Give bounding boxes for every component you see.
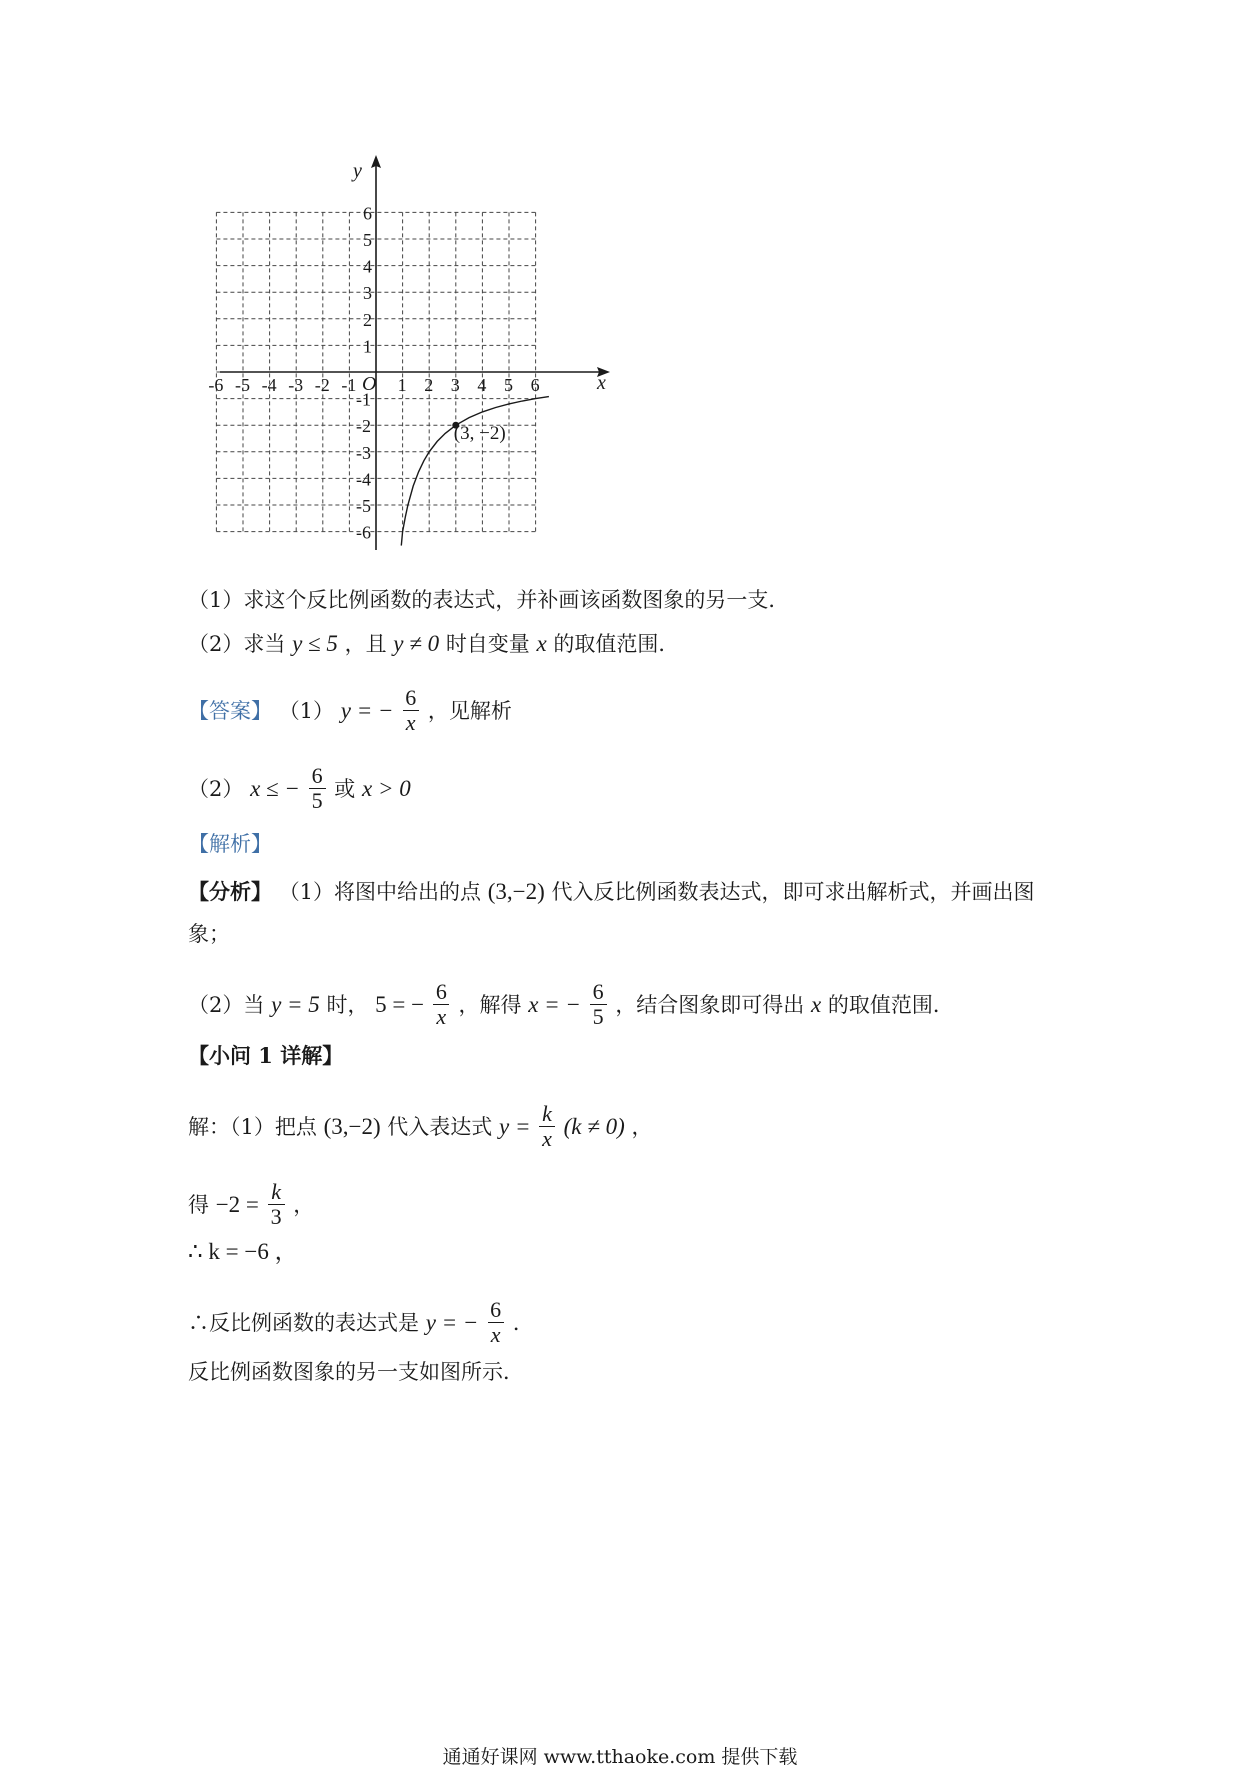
footer-source: 通通好课网 www.tthaoke.com 提供下载: [442, 1746, 798, 1768]
fenxi-2-math-4: x: [811, 991, 822, 1017]
detail-2-end: ，: [293, 1192, 315, 1217]
answer-2: [188, 764, 411, 813]
x-tick-label: -1: [341, 375, 357, 395]
x-tick-label: 3: [450, 375, 460, 395]
detail-3-text: ∴ k = −6 ，: [188, 1238, 298, 1264]
fenxi-2-fraction-2: [590, 980, 607, 1029]
question-2-math-1: y ≤ 5: [292, 630, 338, 656]
y-tick-label: 5: [363, 230, 372, 250]
detail-step-4: [188, 1298, 534, 1347]
fenxi-line-2: [188, 980, 954, 1029]
answer-1-lhs: y = −: [340, 697, 394, 723]
fenxi-2-text-b: 时，: [326, 992, 369, 1017]
coordinate-graph: [200, 150, 620, 560]
x-tick-label: 6: [530, 375, 540, 395]
fenxi-tag: 【分析】: [188, 878, 272, 904]
fenxi-2-text-a: （2）当: [188, 992, 265, 1017]
question-2: [188, 628, 679, 658]
detail-1-numerator: k: [542, 1101, 552, 1126]
answer-1-tail: ，见解析: [427, 698, 512, 723]
detail-1-condition: (k ≠ 0): [563, 1113, 625, 1139]
fenxi-1-text-b: 代入反比例函数表达式，即可求出解析式，并画出图: [551, 879, 1035, 904]
question-2-text-c: 时自变量: [445, 631, 530, 656]
x-tick-label: -5: [235, 375, 250, 395]
x-tick-label: 4: [477, 375, 487, 395]
question-1: [188, 584, 789, 614]
detail-4-numerator: 6: [490, 1297, 502, 1322]
answer-1: [188, 686, 512, 735]
x-tick-label: 1: [397, 375, 407, 395]
detail-4-lhs: y = −: [425, 1309, 479, 1335]
detail-2-lhs: −2 =: [215, 1191, 259, 1217]
fenxi-2-denominator-1: x: [433, 1004, 449, 1029]
answer-1-numerator: 6: [405, 685, 417, 710]
y-axis-label: y: [353, 160, 362, 182]
y-tick-label: 3: [363, 283, 372, 304]
y-tick-label: 4: [363, 256, 372, 277]
answer-1-prefix: （1）: [278, 698, 335, 723]
fenxi-2-math-2: 5 = −: [375, 991, 425, 1017]
fenxi-2-numerator-1: 6: [435, 979, 447, 1004]
curve-branch: [401, 397, 549, 546]
answer-2-prefix: （2）: [188, 776, 244, 801]
y-tick-label: -2: [356, 416, 371, 437]
fenxi-2-math-3: x = −: [528, 991, 581, 1017]
question-1-text: （1）求这个反比例函数的表达式，并补画该函数图象的另一支．: [188, 587, 790, 612]
answer-2-tail-text: 或: [334, 776, 356, 801]
y-tick-label: -6: [356, 522, 371, 543]
y-tick-label: 1: [363, 336, 372, 357]
fenxi-2-text-d: ，结合图象即可得出: [615, 992, 805, 1017]
answer-2-denominator: 5: [309, 788, 326, 813]
origin-label: O: [362, 373, 377, 395]
y-tick-label: -3: [356, 442, 371, 463]
analysis-heading: [188, 828, 272, 858]
answer-tag: 【答案】: [188, 698, 272, 723]
detail-tag: 【小问 1 详解】: [188, 1042, 344, 1068]
x-tick-label: -4: [261, 375, 277, 395]
detail-5-text: 反比例函数图象的另一支如图所示．: [188, 1359, 524, 1384]
detail-1-lhs: y =: [498, 1113, 531, 1139]
detail-4-denominator: x: [488, 1322, 504, 1347]
y-tick-label: -4: [356, 469, 371, 490]
x-tick-label: 5: [504, 375, 513, 395]
y-tick-label: -5: [356, 496, 371, 516]
detail-heading: [188, 1040, 343, 1070]
answer-2-tail-math: x > 0: [361, 775, 411, 801]
detail-step-1: [188, 1102, 652, 1151]
question-2-text-b: ，且: [344, 631, 387, 656]
detail-4-fraction: [487, 1298, 504, 1347]
detail-step-5: [188, 1356, 524, 1386]
x-tick-label: -2: [314, 375, 330, 395]
fenxi-2-text-e: 的取值范围．: [827, 992, 954, 1017]
fenxi-2-fraction-1: [433, 980, 450, 1029]
answer-2-numerator: 6: [311, 763, 323, 788]
question-2-text-a: （2）求当: [188, 631, 286, 656]
fenxi-2-numerator-2: 6: [592, 979, 604, 1004]
answer-2-fraction: [309, 764, 326, 813]
detail-step-3: [188, 1236, 298, 1266]
detail-2-denominator: 3: [268, 1204, 285, 1229]
fenxi-2-text-c: ，解得: [458, 992, 522, 1017]
detail-4-text-a: ∴反比例函数的表达式是: [188, 1310, 419, 1335]
point-label: (3, −2): [453, 423, 506, 445]
detail-4-end: ．: [512, 1310, 534, 1335]
y-tick-label: 2: [363, 309, 372, 330]
x-tick-label: 2: [424, 375, 434, 395]
detail-1-text-b: 代入表达式: [387, 1114, 493, 1139]
answer-1-denominator: x: [403, 710, 419, 735]
x-tick-label: -3: [288, 375, 304, 395]
fenxi-line-1-cont: [188, 918, 230, 948]
detail-1-math: (3,−2): [323, 1113, 381, 1139]
detail-1-fraction: [539, 1102, 555, 1151]
detail-1-text-a: 解：（1）把点: [188, 1114, 317, 1139]
detail-2-fraction: [268, 1180, 285, 1229]
fenxi-2-math-1: y = 5: [271, 991, 320, 1017]
analysis-tag: 【解析】: [188, 831, 272, 856]
y-tick-label: -1: [356, 389, 371, 410]
y-tick-label: 6: [363, 203, 372, 224]
x-axis-label: x: [597, 372, 606, 394]
detail-1-denominator: x: [539, 1126, 555, 1151]
fenxi-1-text-a: （1）将图中给出的点: [278, 879, 482, 904]
question-2-math-3: x: [536, 630, 547, 656]
question-2-math-2: y ≠ 0: [393, 630, 440, 656]
axes: [220, 155, 610, 550]
detail-1-end: ，: [631, 1114, 653, 1139]
fenxi-2-denominator-2: 5: [590, 1004, 607, 1029]
answer-1-fraction: [402, 686, 419, 735]
answer-2-lhs: x ≤ −: [250, 775, 300, 801]
detail-step-2: [188, 1180, 314, 1229]
x-tick-label: -6: [208, 375, 224, 395]
detail-2-text-a: 得: [188, 1192, 209, 1217]
question-2-text-d: 的取值范围．: [553, 631, 680, 656]
fenxi-line-1: [188, 876, 1034, 906]
fenxi-1-math: (3,−2): [487, 878, 545, 904]
fenxi-1-text-c: 象；: [188, 921, 230, 946]
detail-2-numerator: k: [271, 1179, 281, 1204]
